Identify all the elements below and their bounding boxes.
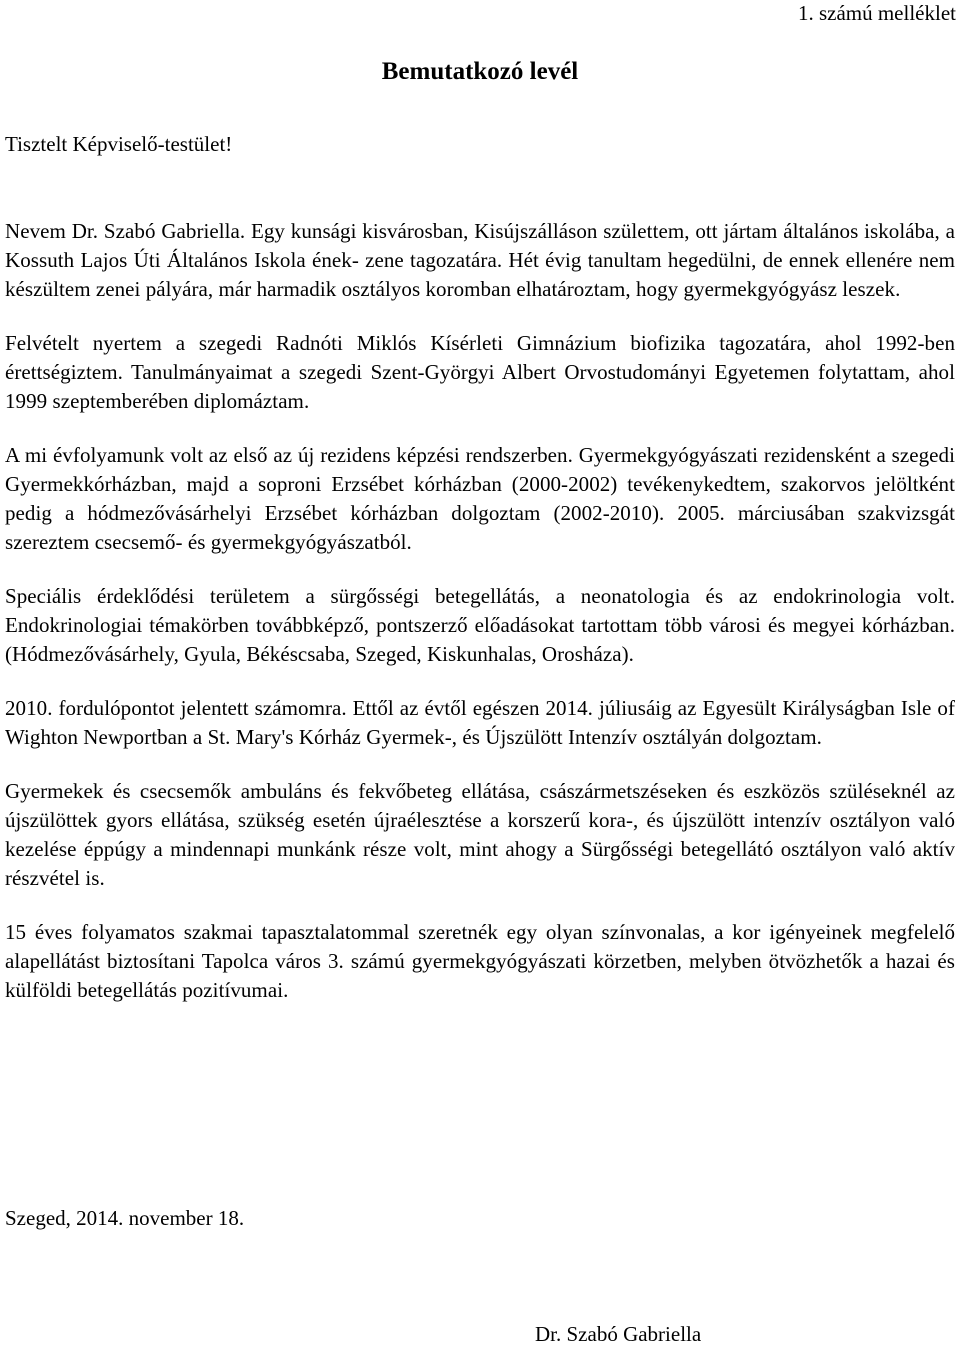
annex-label: 1. számú melléklet (797, 1, 956, 25)
letter-body (5, 217, 955, 1030)
paragraph-goal: 15 éves folyamatos szakmai tapasztalatommal szeretnék egy olyan színvonalas, a kor igényeinek megfelelő alapellátást biztosítani Tapolca város 3. számú gyermekgyógyászati körzetben, melyben ötvözhetők a hazai és külföldi betegellátás pozitívumai. (5, 920, 955, 1002)
signature-name: Dr. Szabó Gabriella (535, 1322, 702, 1346)
place-date: Szeged, 2014. november 18. (5, 1206, 245, 1230)
paragraph-introduction: Nevem Dr. Szabó Gabriella. Egy kunsági kisvárosban, Kisújszálláson születtem, ott jártam általános iskolába, a Kossuth Lajos Úti Általános Iskola ének- zene tagozatára. Hét évig tanultam hegedülni, de ennek ellenére nem készültem zenei pályára, már harmadik osztályos koromban elhatároztam, hogy gyermekgyógyász leszek. (5, 219, 955, 301)
paragraph-education: Felvételt nyertem a szegedi Radnóti Miklós Kísérleti Gimnázium biofizika tagozatára, ahol 1992-ben érettségiztem. Tanulmányaimat a szegedi Szent-Györgyi Albert Orvostudományi Egyetemen folytattam, ahol 1999 szeptemberében diplomáztam. (5, 331, 955, 413)
paragraph-duties: Gyermekek és csecsemők ambuláns és fekvőbeteg ellátása, császármetszéseken és eszközös szüléseknél az újszülöttek gyors ellátása, szükség esetén újraélesztése a korszerű kora-, és újszülött intenzív osztályon való kezelése éppúgy a mindennapi munkánk része volt, mint ahogy a Sürgősségi betegellátó osztályon való aktív részvétel is. (5, 779, 955, 890)
salutation: Tisztelt Képviselő-testület! (5, 132, 233, 156)
paragraph-residency: A mi évfolyamunk volt az első az új rezidens képzési rendszerben. Gyermekgyógyászati rezidensként a szegedi Gyermekkórházban, majd a soproni Erzsébet kórházban (2000-2002) tevékenykedtem, szakorvos jelöltként pedig a hódmezővásárhelyi Erzsébet kórházban dolgoztam (2002-2010). 2005. márciusában szakvizsgát szereztem csecsemő- és gyermekgyógyászatból. (5, 443, 955, 554)
paragraph-specialty: Speciális érdeklődési területem a sürgősségi betegellátás, a neonatologia és az endokrinologia volt. Endokrinologiai témakörben továbbképző, pontszerző előadásokat tartottam több városi és megyei kórházban. (Hódmezővásárhely, Gyula, Békéscsaba, Szeged, Kiskunhalas, Orosháza). (5, 584, 955, 666)
document-title: Bemutatkozó levél (381, 58, 579, 85)
paragraph-uk-experience: 2010. fordulópontot jelentett számomra. Ettől az évtől egészen 2014. júliusáig az Egyesült Királyságban Isle of Wighton Newportban a St. Mary's Kórház Gyermek-, és Újszülött Intenzív osztályán dolgoztam. (5, 696, 955, 749)
